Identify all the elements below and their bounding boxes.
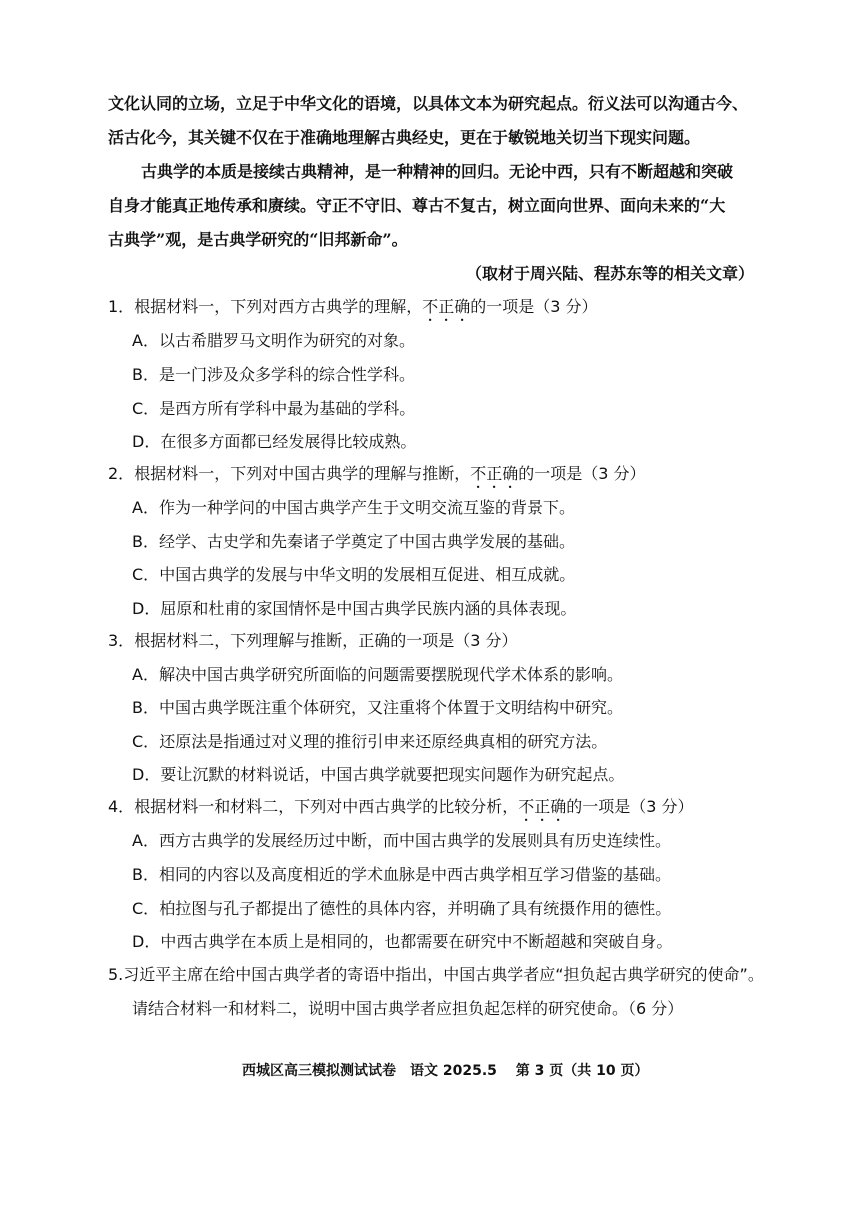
- question-stem-text: 根据材料一，下列对中国古典学的理解与推断，: [134, 464, 471, 483]
- option-text: 还原法是指通过对义理的推衍引申来还原经典真相的研究方法。: [159, 732, 608, 751]
- question-stem-text: 根据材料一，下列对西方古典学的理解，: [134, 297, 423, 316]
- option-text: 中西古典学在本质上是相同的，也都需要在研究中不断超越和突破自身。: [160, 932, 673, 951]
- question-2-stem: [108, 464, 646, 492]
- question-number: 1．: [108, 297, 135, 316]
- option-label: A．: [132, 831, 159, 850]
- option-label: B．: [132, 865, 159, 884]
- question-stem-text: 根据材料二，下列理解与推断，正确的一项是（3 分）: [134, 631, 518, 650]
- question-1-option-d: [132, 432, 416, 452]
- option-text: 屈原和杜甫的家国情怀是中国古典学民族内涵的具体表现。: [160, 599, 577, 618]
- question-number: 2．: [108, 464, 135, 483]
- question-number: 4．: [108, 797, 135, 816]
- option-label: D．: [132, 765, 161, 784]
- option-text: 柏拉图与孔子都提出了德性的具体内容，并明确了具有统摄作用的德性。: [159, 899, 672, 918]
- option-label: C．: [132, 399, 160, 418]
- question-1-option-c: [132, 399, 415, 419]
- option-label: C．: [132, 899, 160, 918]
- question-5-instruction: 请结合材料一和材料二，说明中国古典学者应担负起怎样的研究使命。（6 分）: [132, 999, 684, 1018]
- question-1-option-a: [132, 331, 415, 351]
- question-stem-text: 的一项是（3 分）: [518, 464, 646, 483]
- option-text: 以古希腊罗马文明作为研究的对象。: [158, 331, 415, 350]
- question-2-option-d: [132, 599, 576, 619]
- option-label: C．: [132, 565, 160, 584]
- question-4-stem: [108, 797, 694, 825]
- option-label: B．: [132, 698, 159, 717]
- question-2-option-c: [132, 565, 575, 585]
- option-text: 是西方所有学科中最为基础的学科。: [159, 399, 416, 418]
- option-text: 作为一种学问的中国古典学产生于文明交流互鉴的背景下。: [158, 498, 575, 517]
- option-label: A．: [132, 498, 159, 517]
- option-text: 经学、古史学和先秦诸子学奠定了中国古典学发展的基础。: [158, 532, 575, 551]
- question-4-option-b: [132, 865, 671, 885]
- question-1-option-b: [132, 365, 415, 385]
- question-5-stem: 5.习近平主席在给中国古典学者的寄语中指出，中国古典学者应“担负起古典学研究的使命”。: [108, 965, 764, 984]
- question-stem-text: 的一项是（3 分）: [566, 797, 694, 816]
- question-stem-text: 的一项是（3 分）: [470, 297, 598, 316]
- passage-line-1: 文化认同的立场，立足于中华文化的语境，以具体文本为研究起点。衍义法可以沟通古今、: [108, 94, 749, 113]
- question-3-stem: [108, 631, 517, 651]
- option-text: 中国古典学的发展与中华文明的发展相互促进、相互成就。: [159, 565, 576, 584]
- passage-line-2: 活古化今，其关键不仅在于准确地理解古典经史，更在于敏锐地关切当下现实问题。: [108, 128, 701, 147]
- question-stem-text: 根据材料一和材料二，下列对中西古典学的比较分析，: [134, 797, 519, 816]
- option-label: A．: [132, 665, 159, 684]
- question-1-stem: [108, 297, 598, 325]
- option-text: 中国古典学既注重个体研究，又注重将个体置于文明结构中研究。: [158, 698, 623, 717]
- option-text: 是一门涉及众多学科的综合性学科。: [158, 365, 415, 384]
- question-3-option-a: [132, 665, 623, 685]
- option-label: C．: [132, 732, 160, 751]
- option-text: 相同的内容以及高度相近的学术血脉是中西古典学相互学习借鉴的基础。: [158, 865, 671, 884]
- passage-source: （取材于周兴陆、程苏东等的相关文章）: [466, 264, 755, 283]
- emphasized-text: 不正确: [422, 297, 471, 316]
- question-number: 3．: [108, 631, 135, 650]
- question-3-option-d: [132, 765, 624, 785]
- question-3-option-c: [132, 732, 607, 752]
- question-4-option-c: [132, 899, 671, 919]
- option-label: D．: [132, 599, 161, 618]
- passage-line-5: 古典学”观，是古典学研究的“旧邦新命”。: [108, 230, 408, 249]
- emphasized-text: 不正确: [518, 797, 567, 816]
- question-4-option-d: [132, 932, 672, 952]
- option-text: 要让沉默的材料说话，中国古典学就要把现实问题作为研究起点。: [160, 765, 625, 784]
- option-text: 在很多方面都已经发展得比较成熟。: [160, 432, 417, 451]
- option-label: A．: [132, 331, 159, 350]
- passage-line-4: 自身才能真正地传承和赓续。守正不守旧、尊古不复古，树立面向世界、面向未来的“大: [108, 196, 726, 215]
- option-label: D．: [132, 932, 161, 951]
- option-label: B．: [132, 532, 159, 551]
- option-text: 解决中国古典学研究所面临的问题需要摆脱现代学术体系的影响。: [158, 665, 623, 684]
- question-2-option-a: [132, 498, 575, 518]
- passage-line-3: 古典学的本质是接续古典精神，是一种精神的回归。无论中西，只有不断超越和突破: [141, 162, 734, 181]
- option-label: B．: [132, 365, 159, 384]
- question-3-option-b: [132, 698, 623, 718]
- option-label: D．: [132, 432, 161, 451]
- question-2-option-b: [132, 532, 575, 552]
- question-4-option-a: [132, 831, 671, 851]
- option-text: 西方古典学的发展经历过中断，而中国古典学的发展则具有历史连续性。: [158, 831, 671, 850]
- page-footer: 西城区高三模拟测试试卷 语文 2025.5 第 3 页（共 10 页）: [242, 1063, 649, 1079]
- emphasized-text: 不正确: [470, 464, 519, 483]
